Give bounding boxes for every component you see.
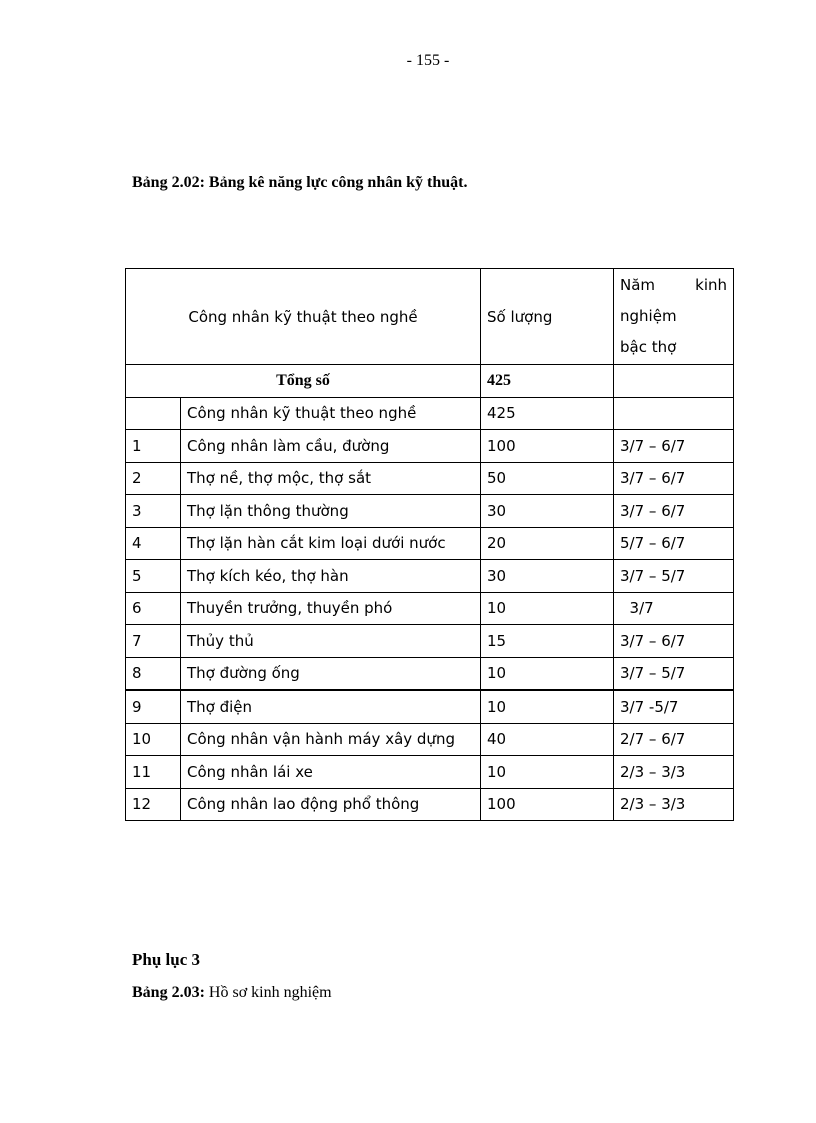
table-header-row [126, 269, 734, 365]
row-experience: 3/7 [614, 592, 734, 625]
header-experience-line3: bậc thợ [620, 338, 677, 356]
subtotal-experience [614, 397, 734, 430]
table-row [126, 495, 734, 528]
subtotal-label: Công nhân kỹ thuật theo nghề [181, 397, 481, 430]
row-occupation: Thợ lặn thông thường [181, 495, 481, 528]
table-row [126, 527, 734, 560]
table-row [126, 756, 734, 789]
row-index: 1 [126, 430, 181, 463]
row-index: 4 [126, 527, 181, 560]
row-quantity: 30 [481, 495, 614, 528]
table-row [126, 430, 734, 463]
row-experience: 3/7 -5/7 [614, 690, 734, 723]
row-index: 2 [126, 462, 181, 495]
table-caption [132, 174, 467, 192]
row-quantity: 100 [481, 788, 614, 821]
row-experience: 3/7 – 6/7 [614, 430, 734, 463]
total-quantity: 425 [481, 365, 614, 398]
row-experience: 3/7 – 6/7 [614, 462, 734, 495]
row-quantity: 20 [481, 527, 614, 560]
row-occupation: Công nhân vận hành máy xây dựng [181, 723, 481, 756]
row-index: 10 [126, 723, 181, 756]
row-quantity: 15 [481, 625, 614, 658]
row-quantity: 40 [481, 723, 614, 756]
row-quantity: 10 [481, 756, 614, 789]
row-occupation: Thợ đường ống [181, 657, 481, 690]
row-index: 7 [126, 625, 181, 658]
table-row [126, 788, 734, 821]
next-table-caption [132, 984, 332, 1002]
header-experience [614, 269, 734, 365]
row-occupation: Thuyền trưởng, thuyền phó [181, 592, 481, 625]
row-quantity: 100 [481, 430, 614, 463]
row-quantity: 30 [481, 560, 614, 593]
next-caption-text: Hồ sơ kinh nghiệm [204, 984, 332, 1001]
table-caption-label: Bảng 2.02: [132, 174, 205, 191]
row-experience: 3/7 – 5/7 [614, 560, 734, 593]
row-index: 8 [126, 657, 181, 690]
total-experience [614, 365, 734, 398]
table-caption-text: Bảng kê năng lực công nhân kỹ thuật. [204, 174, 468, 191]
row-quantity: 10 [481, 657, 614, 690]
header-occupation: Công nhân kỹ thuật theo nghề [126, 269, 481, 365]
row-experience: 2/3 – 3/3 [614, 756, 734, 789]
appendix-title: Phụ lục 3 [132, 950, 201, 969]
row-quantity: 10 [481, 690, 614, 723]
subtotal-row [126, 397, 734, 430]
row-occupation: Thợ kích kéo, thợ hàn [181, 560, 481, 593]
table-row [126, 723, 734, 756]
row-occupation: Công nhân làm cầu, đường [181, 430, 481, 463]
header-experience-word2: kinh [695, 276, 728, 294]
row-experience: 5/7 – 6/7 [614, 527, 734, 560]
total-label: Tổng số [126, 365, 481, 398]
row-index: 5 [126, 560, 181, 593]
row-index: 3 [126, 495, 181, 528]
row-index: 11 [126, 756, 181, 789]
row-experience: 3/7 – 6/7 [614, 625, 734, 658]
header-experience-line2: nghiệm [620, 307, 677, 325]
worker-capacity-table [125, 268, 734, 821]
row-experience: 2/7 – 6/7 [614, 723, 734, 756]
subtotal-quantity: 425 [481, 397, 614, 430]
subtotal-index [126, 397, 181, 430]
row-occupation: Thủy thủ [181, 625, 481, 658]
row-experience: 2/3 – 3/3 [614, 788, 734, 821]
table-row [126, 560, 734, 593]
table-row [126, 690, 734, 723]
row-quantity: 50 [481, 462, 614, 495]
row-experience: 3/7 – 5/7 [614, 657, 734, 690]
row-experience: 3/7 – 6/7 [614, 495, 734, 528]
row-occupation: Công nhân lái xe [181, 756, 481, 789]
header-quantity: Số lượng [481, 269, 614, 365]
header-experience-word1: Năm [620, 276, 656, 294]
row-index: 6 [126, 592, 181, 625]
row-quantity: 10 [481, 592, 614, 625]
row-occupation: Công nhân lao động phổ thông [181, 788, 481, 821]
row-occupation: Thợ lặn hàn cắt kim loại dưới nước [181, 527, 481, 560]
row-occupation: Thợ điện [181, 690, 481, 723]
next-caption-label: Bảng 2.03: [132, 984, 205, 1001]
row-index: 9 [126, 690, 181, 723]
page-number: - 155 - [406, 52, 450, 69]
table-row [126, 462, 734, 495]
row-index: 12 [126, 788, 181, 821]
total-row [126, 365, 734, 398]
table-row [126, 592, 734, 625]
table-row [126, 625, 734, 658]
row-occupation: Thợ nề, thợ mộc, thợ sắt [181, 462, 481, 495]
table-row [126, 657, 734, 690]
